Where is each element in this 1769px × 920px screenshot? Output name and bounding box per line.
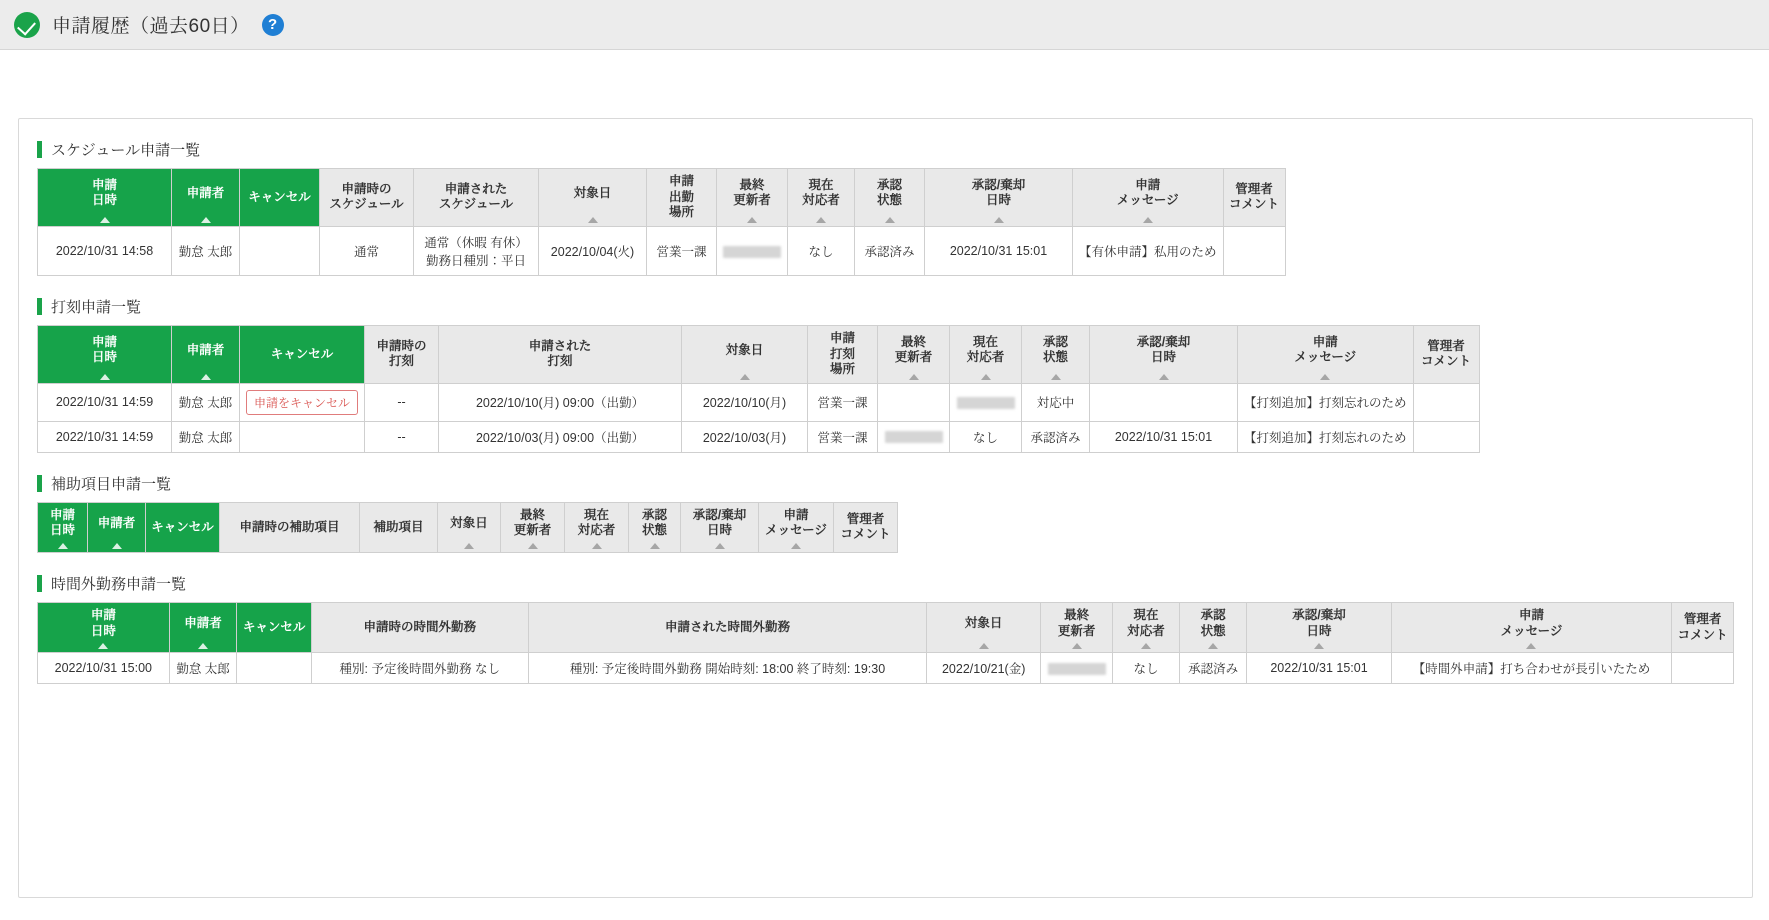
- sort-triangle-icon[interactable]: [1314, 643, 1324, 649]
- column-header-overtime-7[interactable]: [1113, 603, 1180, 653]
- cell-stamp-0-5: 2022/10/10(月): [682, 383, 808, 421]
- table-header-row: [38, 169, 1286, 227]
- cell-overtime-0-9: 2022/10/31 15:01: [1247, 653, 1391, 684]
- column-header-line: 申請: [668, 174, 694, 188]
- column-header-line: 現在: [973, 334, 999, 349]
- column-header-aux-3: [220, 502, 360, 552]
- redacted-value: [723, 246, 781, 258]
- sort-triangle-icon[interactable]: [1159, 374, 1169, 380]
- column-header-overtime-8[interactable]: [1179, 603, 1247, 653]
- column-header-line: 最終: [901, 334, 927, 349]
- cell-schedule-0-2: [240, 226, 320, 275]
- column-header-line: 最終: [519, 507, 545, 522]
- column-header-line: 現在: [1133, 608, 1159, 622]
- column-header-schedule-6: [647, 169, 717, 227]
- cell-overtime-0-4: 種別: 予定後時間外勤務 開始時刻: 18:00 終了時刻: 19:30: [528, 653, 926, 684]
- section-title-label: スケジュール申請一覧: [51, 142, 201, 159]
- column-header-schedule-4: [414, 169, 539, 227]
- column-header-line: 承認/棄却: [1136, 334, 1191, 349]
- cell-stamp-0-3: --: [365, 383, 439, 421]
- cell-overtime-0-7: なし: [1113, 653, 1180, 684]
- cell-stamp-0-2[interactable]: [240, 383, 365, 421]
- sections-container: [37, 139, 1734, 698]
- column-header-line: 承認: [1043, 334, 1069, 349]
- cell-stamp-1-7: [878, 421, 950, 452]
- column-header-stamp-5[interactable]: [682, 325, 808, 383]
- section-accent-bar: [37, 141, 42, 158]
- sort-triangle-icon[interactable]: [1143, 217, 1153, 223]
- sort-triangle-icon[interactable]: [885, 217, 895, 223]
- column-header-line: 場所: [830, 362, 856, 377]
- cell-stamp-1-10: 2022/10/31 15:01: [1090, 421, 1238, 452]
- sort-triangle-icon[interactable]: [1320, 374, 1330, 380]
- column-header-line: 日時: [1151, 350, 1177, 365]
- column-header-line: キャンセル: [248, 189, 311, 204]
- cell-overtime-0-3: 種別: 予定後時間外勤務 なし: [311, 653, 528, 684]
- column-header-overtime-0[interactable]: [38, 603, 170, 653]
- section-overtime: [37, 573, 1734, 698]
- sort-triangle-icon[interactable]: [592, 543, 602, 549]
- sort-triangle-icon[interactable]: [201, 374, 211, 380]
- cell-stamp-0-8: [950, 383, 1022, 421]
- column-header-line: 対象日: [573, 185, 612, 200]
- cell-stamp-1-1: 勤怠 太郎: [172, 421, 240, 452]
- sort-triangle-icon[interactable]: [747, 217, 757, 223]
- column-header-line: 申請: [90, 608, 116, 622]
- column-header-line: コメント: [1421, 354, 1472, 369]
- cell-schedule-0-11: 【有休申請】私用のため: [1073, 226, 1224, 275]
- section-aux: [37, 473, 1734, 567]
- column-header-aux-10[interactable]: [759, 502, 834, 552]
- column-header-line: 承認: [876, 177, 902, 192]
- column-header-line: 申請: [1518, 608, 1544, 622]
- column-header-stamp-6: [808, 325, 878, 383]
- cell-overtime-0-6: [1041, 653, 1113, 684]
- sort-triangle-icon[interactable]: [979, 643, 989, 649]
- cell-stamp-0-9: 対応中: [1022, 383, 1090, 421]
- table-row: [38, 653, 1734, 684]
- column-header-line: 日時: [91, 350, 117, 365]
- sort-triangle-icon[interactable]: [58, 543, 68, 549]
- cell-stamp-1-0: 2022/10/31 14:59: [38, 421, 172, 452]
- column-header-line: 承認/棄却: [1292, 608, 1346, 622]
- page-title: 申請履歴（過去60日）: [52, 16, 250, 37]
- cell-stamp-1-9: 承認済み: [1022, 421, 1090, 452]
- column-header-overtime-11: [1672, 603, 1734, 653]
- column-header-line: 現在: [808, 177, 834, 192]
- column-header-stamp-2: [240, 325, 365, 383]
- column-header-stamp-12: [1413, 325, 1479, 383]
- column-header-line: 日時: [1306, 623, 1332, 638]
- column-header-line: キャンセル: [242, 619, 306, 634]
- column-header-line: 対応者: [966, 350, 1005, 365]
- column-header-aux-1[interactable]: [88, 502, 146, 552]
- column-header-stamp-0[interactable]: [38, 325, 172, 383]
- sort-triangle-icon[interactable]: [528, 543, 538, 549]
- column-header-line: 申請: [91, 177, 117, 192]
- column-header-line: 日時: [90, 623, 116, 638]
- column-header-line: 更新者: [894, 350, 933, 365]
- column-header-line: 申請: [1312, 334, 1338, 349]
- column-header-line: 管理者: [846, 511, 885, 526]
- column-header-stamp-10[interactable]: [1090, 325, 1238, 383]
- column-header-stamp-3: [365, 325, 439, 383]
- column-header-line: コメント: [840, 527, 891, 542]
- sort-triangle-icon[interactable]: [1051, 374, 1061, 380]
- column-header-line: 管理者: [1235, 181, 1273, 196]
- column-header-stamp-8[interactable]: [950, 325, 1022, 383]
- section-title-aux: [37, 473, 1734, 494]
- sort-triangle-icon[interactable]: [1072, 643, 1082, 649]
- cell-stamp-0-1: 勤怠 太郎: [172, 383, 240, 421]
- sort-triangle-icon[interactable]: [791, 543, 801, 549]
- section-title-label: 時間外勤務申請一覧: [51, 576, 187, 593]
- column-header-line: 更新者: [733, 193, 771, 208]
- sort-triangle-icon[interactable]: [816, 217, 826, 223]
- cell-stamp-0-10: [1090, 383, 1238, 421]
- column-header-schedule-8[interactable]: [788, 169, 855, 227]
- column-header-line: 申請者: [186, 342, 225, 357]
- cell-stamp-0-7: [878, 383, 950, 421]
- column-header-line: 申請: [830, 330, 856, 345]
- cell-overtime-0-11: [1672, 653, 1734, 684]
- column-header-schedule-12: [1223, 169, 1285, 227]
- cell-schedule-0-4: [414, 226, 539, 275]
- cell-schedule-0-1: 勤怠 太郎: [172, 226, 240, 275]
- column-header-overtime-4: [528, 603, 926, 653]
- column-header-line: 申請: [783, 507, 809, 522]
- column-header-line: スケジュール: [329, 197, 404, 212]
- sort-triangle-icon[interactable]: [909, 374, 919, 380]
- column-header-schedule-1[interactable]: [172, 169, 240, 227]
- redacted-value: [885, 431, 943, 443]
- column-header-line: 申請時の: [341, 181, 392, 196]
- column-header-stamp-4: [439, 325, 682, 383]
- cell-stamp-0-4: 2022/10/10(月) 09:00（出勤）: [439, 383, 682, 421]
- redacted-value: [957, 397, 1015, 409]
- section-spacer: [37, 553, 1734, 567]
- section-schedule: [37, 139, 1734, 290]
- section-title-label: 補助項目申請一覧: [51, 475, 172, 493]
- column-header-line: 承認/棄却: [971, 177, 1026, 192]
- sort-triangle-icon[interactable]: [1526, 643, 1536, 649]
- sort-triangle-icon[interactable]: [100, 217, 110, 223]
- column-header-line: 日時: [985, 193, 1011, 208]
- column-header-line: 申請された時間外勤務: [664, 619, 790, 634]
- column-header-aux-2: [146, 502, 220, 552]
- cell-schedule-0-6: 営業一課: [647, 226, 717, 275]
- cell-stamp-0-12: [1413, 383, 1479, 421]
- column-header-line: 状態: [1200, 623, 1226, 638]
- sort-triangle-icon[interactable]: [1208, 643, 1218, 649]
- table-stamp: [37, 325, 1480, 453]
- cell-stamp-0-0: 2022/10/31 14:59: [38, 383, 172, 421]
- column-header-line: 管理者: [1427, 338, 1465, 353]
- column-header-line: 対応者: [1127, 623, 1165, 638]
- column-header-stamp-1[interactable]: [172, 325, 240, 383]
- column-header-overtime-10[interactable]: [1391, 603, 1672, 653]
- column-header-line: 申請: [49, 507, 75, 522]
- column-header-line: 対応者: [802, 193, 840, 208]
- column-header-overtime-6[interactable]: [1041, 603, 1113, 653]
- column-header-line: メッセージ: [1500, 623, 1563, 638]
- cell-schedule-0-8: なし: [788, 226, 855, 275]
- sort-triangle-icon[interactable]: [715, 543, 725, 549]
- column-header-line: 申請者: [97, 515, 136, 530]
- cell-stamp-1-3: --: [365, 421, 439, 452]
- column-header-line: 申請: [91, 334, 117, 349]
- column-header-line: 管理者: [1683, 612, 1722, 626]
- cell-line: 勤務日種別：平日: [425, 253, 526, 268]
- column-header-aux-0[interactable]: [38, 502, 88, 552]
- column-header-schedule-11[interactable]: [1073, 169, 1224, 227]
- section-stamp: [37, 296, 1734, 467]
- column-header-line: 申請された: [528, 338, 592, 353]
- table-aux: [37, 502, 898, 553]
- column-header-line: 更新者: [513, 523, 552, 538]
- cell-schedule-0-9: 承認済み: [855, 226, 925, 275]
- column-header-aux-6[interactable]: [501, 502, 565, 552]
- column-header-overtime-2: [237, 603, 311, 653]
- column-header-overtime-3: [311, 603, 528, 653]
- section-title-label: 打刻申請一覧: [51, 298, 142, 316]
- sort-triangle-icon[interactable]: [588, 217, 598, 223]
- section-title-schedule: [37, 139, 1734, 160]
- cell-stamp-1-11: 【打刻追加】打刻忘れのため: [1238, 421, 1414, 452]
- column-header-line: 状態: [876, 193, 902, 208]
- column-header-stamp-7[interactable]: [878, 325, 950, 383]
- cell-stamp-1-8: なし: [950, 421, 1022, 452]
- sort-triangle-icon[interactable]: [100, 374, 110, 380]
- check-circle-icon: [14, 12, 40, 38]
- table-schedule: [37, 168, 1286, 276]
- column-header-line: 承認: [1200, 608, 1226, 622]
- cell-overtime-0-5: 2022/10/21(金): [927, 653, 1041, 684]
- column-header-line: 現在: [583, 507, 609, 522]
- column-header-aux-7[interactable]: [565, 502, 629, 552]
- column-header-line: 対応者: [577, 523, 616, 538]
- column-header-line: キャンセル: [151, 519, 214, 534]
- column-header-line: 出勤: [668, 189, 694, 204]
- cell-stamp-1-4: 2022/10/03(月) 09:00（出勤）: [439, 421, 682, 452]
- column-header-schedule-0[interactable]: [38, 169, 172, 227]
- sort-triangle-icon[interactable]: [981, 374, 991, 380]
- cell-overtime-0-2: [237, 653, 311, 684]
- section-accent-bar: [37, 298, 42, 315]
- column-header-aux-8[interactable]: [629, 502, 681, 552]
- table-row: [38, 383, 1480, 421]
- table-row: [38, 421, 1480, 452]
- cell-schedule-0-3: 通常: [320, 226, 414, 275]
- section-spacer: [37, 684, 1734, 698]
- column-header-schedule-5[interactable]: [539, 169, 647, 227]
- column-header-line: スケジュール: [438, 197, 514, 212]
- column-header-line: 状態: [1043, 350, 1069, 365]
- column-header-line: 対象日: [964, 615, 1003, 630]
- column-header-overtime-5[interactable]: [927, 603, 1041, 653]
- column-header-line: 場所: [668, 205, 694, 220]
- cell-schedule-0-12: [1223, 226, 1285, 275]
- column-header-schedule-9[interactable]: [855, 169, 925, 227]
- cancel-request-button[interactable]: 申請をキャンセル: [246, 390, 358, 415]
- redacted-value: [1048, 663, 1106, 675]
- sort-triangle-icon[interactable]: [98, 643, 108, 649]
- cell-stamp-0-6: 営業一課: [808, 383, 878, 421]
- cell-stamp-1-2: [240, 421, 365, 452]
- column-header-line: 日時: [91, 193, 117, 208]
- column-header-line: 更新者: [1057, 623, 1096, 638]
- column-header-line: 対象日: [450, 515, 488, 530]
- column-header-overtime-9[interactable]: [1247, 603, 1391, 653]
- column-header-aux-5[interactable]: [438, 502, 501, 552]
- column-header-aux-11: [834, 502, 898, 552]
- table-header-row: [38, 502, 898, 552]
- section-title-stamp: [37, 296, 1734, 317]
- cell-overtime-0-10: 【時間外申請】打ち合わせが長引いたため: [1391, 653, 1672, 684]
- sort-triangle-icon[interactable]: [650, 543, 660, 549]
- cell-schedule-0-10: 2022/10/31 15:01: [925, 226, 1073, 275]
- help-icon[interactable]: ?: [262, 14, 284, 36]
- column-header-stamp-9[interactable]: [1022, 325, 1090, 383]
- column-header-schedule-3: [320, 169, 414, 227]
- column-header-line: 申請者: [186, 185, 225, 200]
- column-header-line: 申請者: [184, 615, 222, 630]
- cell-schedule-0-5: 2022/10/04(火): [539, 226, 647, 275]
- column-header-line: 打刻: [830, 346, 856, 361]
- section-spacer: [37, 276, 1734, 290]
- column-header-line: キャンセル: [270, 346, 334, 361]
- column-header-line: メッセージ: [765, 523, 827, 538]
- column-header-line: 承認/棄却: [692, 507, 747, 522]
- column-header-line: 申請された: [444, 181, 508, 196]
- section-title-overtime: [37, 573, 1734, 594]
- column-header-line: 補助項目: [373, 519, 424, 534]
- column-header-line: コメント: [1677, 627, 1728, 642]
- column-header-line: 対象日: [725, 342, 764, 357]
- column-header-line: 申請時の時間外勤務: [363, 619, 477, 634]
- sort-triangle-icon[interactable]: [198, 643, 208, 649]
- column-header-overtime-1[interactable]: [169, 603, 237, 653]
- column-header-aux-4: [360, 502, 438, 552]
- column-header-line: 打刻: [389, 354, 415, 369]
- cell-stamp-1-12: [1413, 421, 1479, 452]
- sort-triangle-icon[interactable]: [464, 543, 474, 549]
- cell-overtime-0-8: 承認済み: [1179, 653, 1247, 684]
- column-header-schedule-10[interactable]: [925, 169, 1073, 227]
- column-header-schedule-7[interactable]: [717, 169, 788, 227]
- column-header-line: 最終: [739, 177, 765, 192]
- column-header-schedule-2: [240, 169, 320, 227]
- cell-schedule-0-7: [717, 226, 788, 275]
- column-header-line: 申請時の補助項目: [239, 519, 340, 534]
- column-header-stamp-11[interactable]: [1238, 325, 1414, 383]
- column-header-line: 日時: [49, 523, 75, 538]
- cell-schedule-0-0: 2022/10/31 14:58: [38, 226, 172, 275]
- column-header-line: 承認: [641, 507, 667, 522]
- table-header-row: [38, 603, 1734, 653]
- sort-triangle-icon[interactable]: [201, 217, 211, 223]
- column-header-line: メッセージ: [1116, 193, 1179, 208]
- sort-triangle-icon[interactable]: [994, 217, 1004, 223]
- sort-triangle-icon[interactable]: [1141, 643, 1151, 649]
- cell-line: 通常（休暇 有休）: [424, 235, 528, 250]
- section-spacer: [37, 453, 1734, 467]
- sort-triangle-icon[interactable]: [112, 543, 122, 549]
- column-header-line: 申請時の: [376, 338, 427, 353]
- column-header-line: 状態: [641, 523, 667, 538]
- cell-stamp-1-5: 2022/10/03(月): [682, 421, 808, 452]
- table-overtime: [37, 602, 1734, 684]
- column-header-line: 最終: [1064, 608, 1090, 622]
- cell-overtime-0-1: 勤怠 太郎: [169, 653, 237, 684]
- table-row: [38, 226, 1286, 275]
- section-accent-bar: [37, 475, 42, 492]
- sort-triangle-icon[interactable]: [740, 374, 750, 380]
- content-panel: [18, 118, 1753, 898]
- section-accent-bar: [37, 575, 42, 592]
- cell-overtime-0-0: 2022/10/31 15:00: [38, 653, 170, 684]
- column-header-line: 打刻: [547, 354, 573, 369]
- column-header-line: 日時: [706, 523, 732, 538]
- column-header-line: 申請: [1135, 177, 1161, 192]
- column-header-line: メッセージ: [1294, 350, 1357, 365]
- column-header-line: コメント: [1229, 197, 1280, 212]
- cell-stamp-0-11: 【打刻追加】打刻忘れのため: [1238, 383, 1414, 421]
- cell-stamp-1-6: 営業一課: [808, 421, 878, 452]
- page-header: [0, 0, 1769, 50]
- table-header-row: [38, 325, 1480, 383]
- column-header-aux-9[interactable]: [681, 502, 759, 552]
